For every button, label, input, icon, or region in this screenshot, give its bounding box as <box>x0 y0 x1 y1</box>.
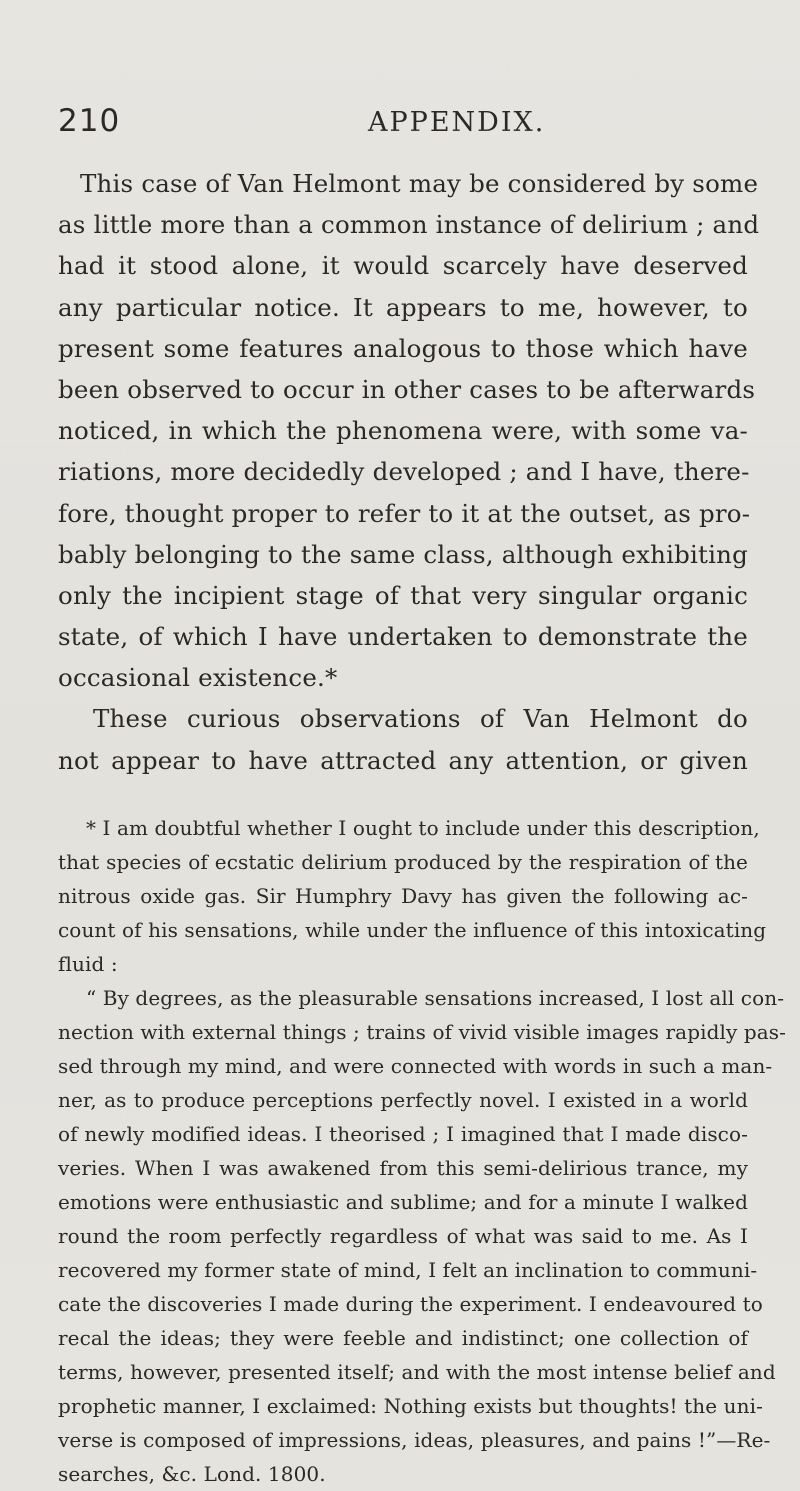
footnote-line: count of his sensations, while under the influence of this intoxicating <box>58 917 767 942</box>
footnote-line: ner, as to produce perceptions perfectly novel. I existed in a world <box>58 1087 748 1112</box>
footnote-line: fluid : <box>58 951 118 976</box>
text-line: fore, thought proper to refer to it at the outset, as pro- <box>58 498 751 528</box>
footnote-line: round the room perfectly regardless of what was said to me. As I <box>58 1223 748 1248</box>
footnote-line: verse is composed of impressions, ideas, pleasures, and pains !”—Re- <box>58 1427 771 1452</box>
footnote-line: recovered my former state of mind, I felt an inclination to communi- <box>58 1257 758 1282</box>
footnote-line: veries. When I was awakened from this semi-delirious trance, my <box>58 1155 748 1180</box>
footnote-line: * I am doubtful whether I ought to include under this description, <box>86 815 760 840</box>
footnote-line: sed through my mind, and were connected with words in such a man- <box>58 1053 773 1078</box>
footnote-line: nection with external things ; trains of vivid visible images rapidly pas- <box>58 1019 786 1044</box>
text-line: present some features analogous to those which have <box>58 333 748 363</box>
text-line: only the incipient stage of that very singular organic <box>58 580 748 610</box>
footnote-paragraph-2 <box>58 981 786 1491</box>
text-line: had it stood alone, it would scarcely have deserved <box>58 251 748 281</box>
paragraph-2 <box>58 698 748 780</box>
page-number: 210 <box>58 103 121 139</box>
text-line: been observed to occur in other cases to be afterwards <box>58 374 756 404</box>
footnote-line: recal the ideas; they were feeble and indistinct; one collection of <box>58 1325 748 1350</box>
footnote-line: searches, &c. Lond. 1800. <box>58 1461 326 1486</box>
footnote-line: that species of ecstatic delirium produced by the respiration of the <box>58 849 748 874</box>
text-line: not appear to have attracted any attention, or given <box>58 745 748 775</box>
footnote-line: emotions were enthusiastic and sublime; and for a minute I walked <box>58 1189 748 1214</box>
footnote-line: “ By degrees, as the pleasurable sensations increased, I lost all con- <box>86 985 785 1010</box>
text-line: state, of which I have undertaken to demonstrate the <box>58 622 748 652</box>
text-line: These curious observations of Van Helmont do <box>93 704 748 734</box>
footnote-line: cate the discoveries I made during the experiment. I endeavoured to <box>58 1291 763 1316</box>
footnote-line: prophetic manner, I exclaimed: Nothing exists but thoughts! the uni- <box>58 1393 763 1418</box>
text-line: occasional existence.* <box>58 663 338 693</box>
footnote-line: of newly modified ideas. I theorised ; I imagined that I made disco- <box>58 1121 748 1146</box>
footnote-paragraph-1 <box>58 811 767 981</box>
text-line: This case of Van Helmont may be considered by some <box>80 169 759 198</box>
running-title: APPENDIX. <box>368 107 546 138</box>
text-line: as little more than a common instance of delirium ; and <box>58 210 760 240</box>
running-head <box>58 103 748 143</box>
footnote-gap <box>58 781 748 811</box>
text-line: bably belonging to the same class, although exhibiting <box>58 539 748 569</box>
footnote <box>58 811 786 1491</box>
main-text <box>58 163 786 1491</box>
text-line: noticed, in which the phenomena were, with some va- <box>58 416 748 446</box>
footnote-line: nitrous oxide gas. Sir Humphry Davy has given the following ac- <box>58 883 748 908</box>
footnote-line: terms, however, presented itself; and with the most intense belief and <box>58 1359 776 1384</box>
text-line: riations, more decidedly developed ; and I have, there- <box>58 457 750 487</box>
text-line: any particular notice. It appears to me, however, to <box>58 292 748 322</box>
paragraph-1 <box>58 163 760 698</box>
